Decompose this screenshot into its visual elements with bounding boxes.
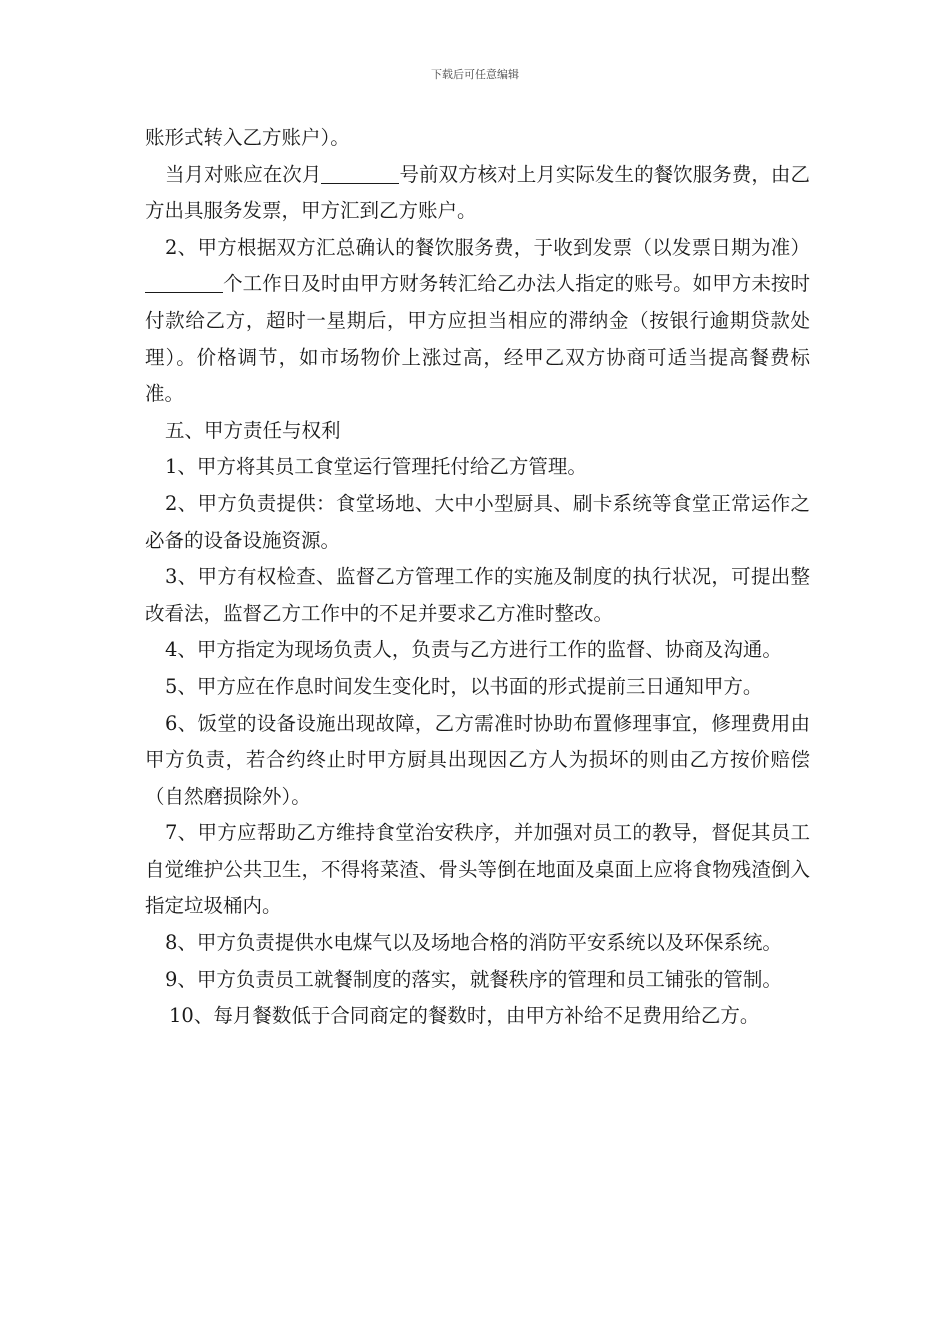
list-item: 7、甲方应帮助乙方维持食堂治安秩序，并加强对员工的教导，督促其员工自觉维护公共卫生，不得将菜渣、骨头等倒在地面及桌面上应将食物残渣倒入指定垃圾桶内。 (145, 821, 810, 918)
list-item: 9、甲方负责员工就餐制度的落实，就餐秩序的管理和员工铺张的管制。 (165, 967, 782, 991)
page-header: 下载后可任意编辑 (431, 68, 519, 81)
list-item: 5、甲方应在作息时间发生变化时，以书面的形式提前三日通知甲方。 (165, 674, 763, 698)
text-segment: 号前双方核对上月实际发生的餐饮服务费，由乙方出具服务发票，甲方汇到乙方账户。 (145, 162, 810, 223)
list-item: 10、每月餐数低于合同商定的餐数时，由甲方补给不足费用给乙方。 (169, 1004, 760, 1028)
document-body (145, 120, 810, 1035)
list-item: 6、饭堂的设备设施出现故障，乙方需准时协助布置修理事宜，修理费用由甲方负责，若合约终止时甲方厨具出现因乙方人为损坏的则由乙方按价赔偿（自然磨损除外）。 (145, 711, 810, 808)
paragraph-reconciliation (145, 157, 810, 230)
text-segment: 个工作日及时由甲方财务转汇给乙办法人指定的账号。如甲方未按时付款给乙方，超时一星期后，甲方应担当相应的滞纳金（按银行逾期贷款处理）。价格调节，如市场物价上涨过高，经甲乙双方协商可适当提高餐费标准。 (145, 272, 810, 406)
list-item: 3、甲方有权检查、监督乙方管理工作的实施及制度的执行状况，可提出整改看法，监督乙方工作中的不足并要求乙方准时整改。 (145, 565, 810, 625)
paragraph-continuation: 账形式转入乙方账户）。 (145, 126, 350, 149)
list-item: 4、甲方指定为现场负责人，负责与乙方进行工作的监督、协商及沟通。 (165, 638, 782, 662)
text-segment: 2、甲方根据双方汇总确认的餐饮服务费，于收到发票（以发票日期为准） (165, 235, 810, 259)
fill-in-blank (321, 162, 399, 183)
text-segment: 当月对账应在次月 (165, 162, 322, 186)
section-heading: 五、甲方责任与权利 (165, 418, 341, 442)
fill-in-blank (145, 272, 223, 293)
list-item: 1、甲方将其员工食堂运行管理托付给乙方管理。 (165, 455, 587, 479)
list-item: 8、甲方负责提供水电煤气以及场地合格的消防平安系统以及环保系统。 (165, 931, 782, 955)
list-item: 2、甲方负责提供：食堂场地、大中小型厨具、刷卡系统等食堂正常运作之必备的设备设施资源。 (145, 491, 810, 552)
paragraph-payment (145, 230, 810, 413)
